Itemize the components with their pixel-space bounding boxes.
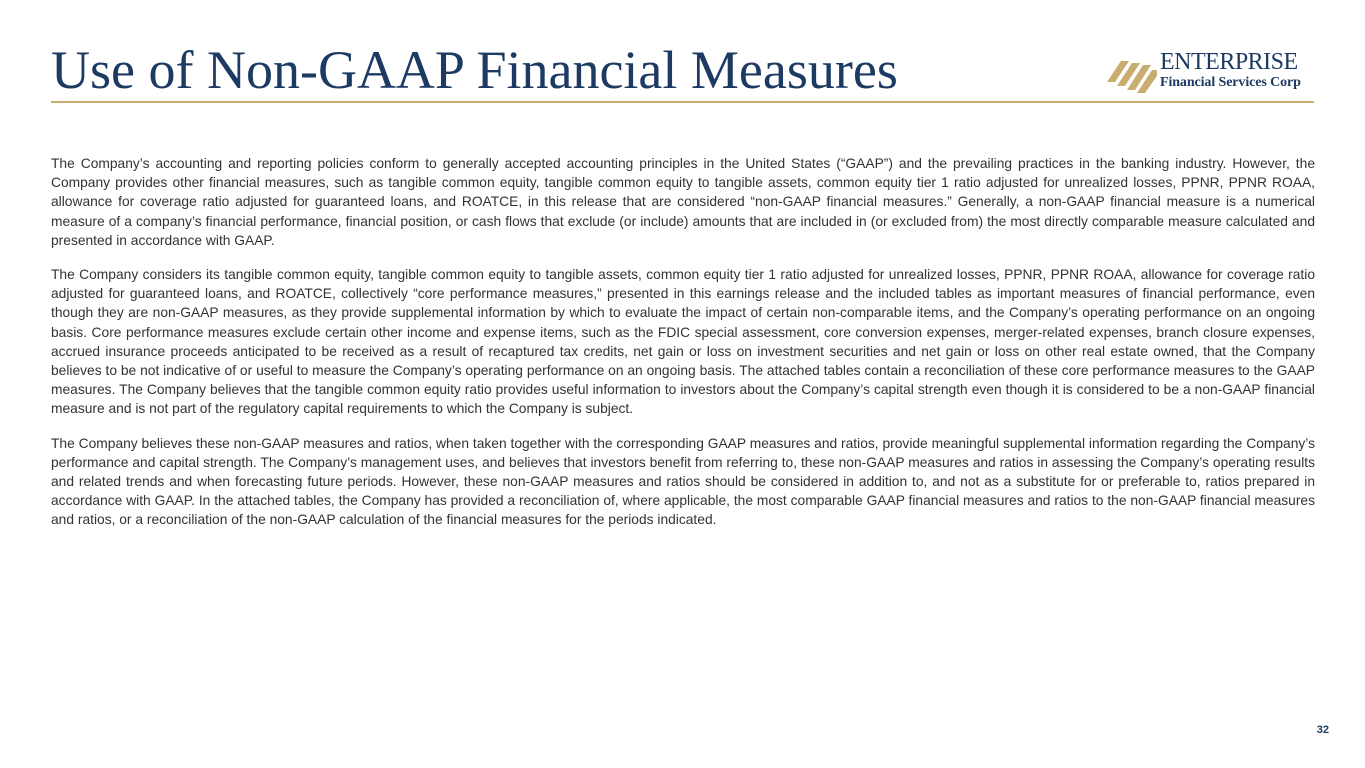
page-title: Use of Non-GAAP Financial Measures: [51, 40, 898, 100]
body-text: [51, 154, 1315, 545]
logo-name: ENTERPRISE: [1160, 49, 1298, 75]
paragraph-1: The Company’s accounting and reporting policies conform to generally accepted accounting principles in the United States (“GAAP”) and the prevailing practices in the banking industry. However, the Company provides other financial measures, such as tangible common equity, tangible common equity to tangible assets, common equity tier 1 ratio adjusted for unrealized losses, PPNR, PPNR ROAA, allowance for coverage ratio adjusted for guaranteed loans, and ROATCE, in this release that are considered “non-GAAP financial measures.” Generally, a non-GAAP financial measure is a numerical measure of a company’s financial performance, financial position, or cash flows that exclude (or include) amounts that are included in (or excluded from) the most directly comparable measure calculated and presented in accordance with GAAP.: [51, 156, 1315, 248]
paragraph-3: The Company believes these non-GAAP measures and ratios, when taken together with the corresponding GAAP measures and ratios, provide meaningful supplemental information regarding the Company’s performance and capital strength. The Company’s management uses, and believes that investors benefit from referring to, these non-GAAP measures and ratios in assessing the Company’s operating results and related trends and when forecasting future periods. However, these non-GAAP measures and ratios should be considered in addition to, and not as a substitute for or preferable to, ratios prepared in accordance with GAAP. In the attached tables, the Company has provided a reconciliation of, where applicable, the most comparable GAAP financial measures and ratios to the non-GAAP financial measures and ratios, or a reconciliation of the non-GAAP calculation of the financial measures for the periods indicated.: [51, 435, 1315, 528]
logo-subtitle: Financial Services Corp: [1160, 75, 1301, 90]
page-number: 32: [1316, 724, 1329, 736]
title-divider: [51, 101, 1314, 103]
enterprise-stripes-logo-icon: [1107, 52, 1157, 94]
company-logo: [1107, 50, 1317, 96]
paragraph-2: The Company considers its tangible common equity, tangible common equity to tangible assets, common equity tier 1 ratio adjusted for unrealized losses, PPNR, PPNR ROAA, allowance for coverage ratio adjusted for guaranteed loans, and ROATCE, collectively “core performance measures,” presented in this earnings release and the included tables as important measures of financial performance, even though they are non-GAAP measures, as they provide supplemental information by which to evaluate the impact of certain non-comparable items, and the Company’s operating performance on an ongoing basis. Core performance measures exclude certain other income and expense items, such as the FDIC special assessment, core conversion expenses, merger-related expenses, branch closure expenses, accrued insurance proceeds anticipated to be received as a result of recaptured tax credits, net gain or loss on investment securities and net gain or loss on other real estate owned, that the Company believes to be not indicative of or useful to measure the Company’s operating performance on an ongoing basis. The attached tables contain a reconciliation of these core performance measures to the GAAP measures. The Company believes that the tangible common equity ratio provides useful information to investors about the Company’s capital strength even though it is considered to be a non-GAAP financial measure and is not part of the regulatory capital requirements to which the Company is subject.: [51, 267, 1315, 417]
